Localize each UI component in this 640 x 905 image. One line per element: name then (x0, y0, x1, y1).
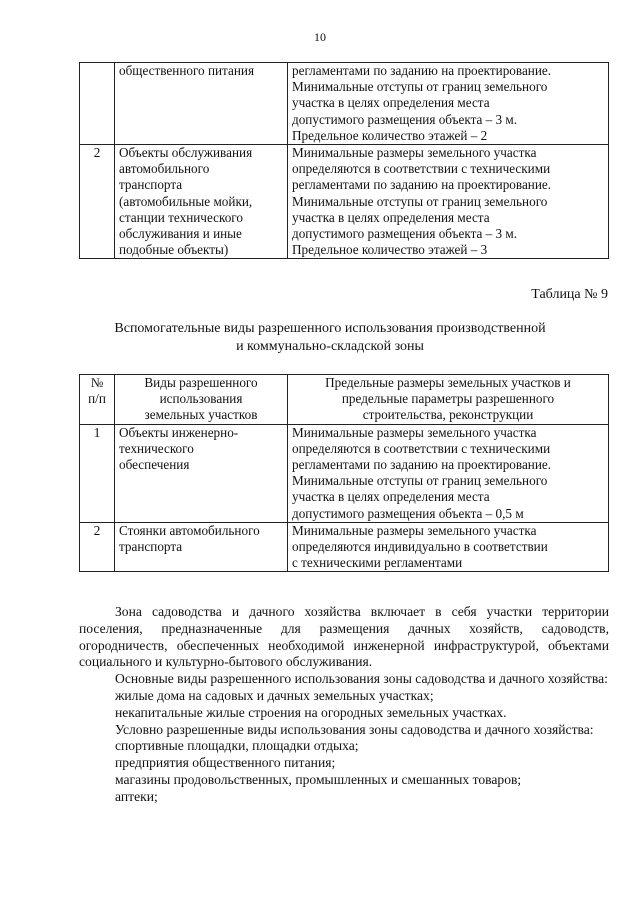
cell-line: Предельное количество этажей – 2 (292, 127, 488, 143)
cell-line: (автомобильные мойки, (119, 193, 253, 209)
table-continuation (79, 62, 609, 259)
table-row (80, 63, 609, 145)
title-line: и коммунально-складской зоны (236, 339, 424, 354)
use-kind-cell (115, 522, 288, 572)
parameters-cell (288, 63, 609, 145)
cell-line: транспорта (119, 177, 183, 193)
use-kind-cell (115, 63, 288, 145)
header-parameters (288, 375, 609, 425)
cell-line: Минимальные размеры земельного участка (292, 145, 537, 161)
paragraph-main-uses: Основные виды разрешенного использования зоны садоводства и дачного хозяйства: (115, 671, 608, 687)
list-item: предприятия общественного питания; (115, 755, 336, 771)
parameters-cell (288, 145, 609, 259)
cell-line: № (90, 375, 104, 390)
table-9 (79, 374, 609, 572)
use-kind-cell (115, 424, 288, 522)
cell-line: регламентами по заданию на проектирование. (292, 457, 552, 473)
header-number (80, 375, 115, 425)
page-number: 10 (314, 30, 326, 44)
table-caption: Таблица № 9 (531, 287, 608, 302)
list-item: некапитальные жилые строения на огородных земельных участках. (115, 704, 507, 720)
cell-line: строительства, реконструкции (362, 407, 534, 423)
list-item: жилые дома на садовых и дачных земельных участках; (115, 687, 434, 703)
cell-line: допустимого размещения объекта – 0,5 м (292, 505, 524, 521)
cell-line: определяются в соответствии с техническими (292, 161, 551, 177)
cell-line: станции технического (119, 209, 243, 225)
cell-line: подобные объекты) (119, 242, 229, 258)
list-item: магазины продовольственных, промышленных и смешанных товаров; (115, 771, 522, 787)
cell-line: Предельное количество этажей – 3 (292, 242, 488, 258)
cell-line: предельные параметры разрешенного (341, 391, 555, 407)
cell-line: регламентами по заданию на проектирование. (292, 63, 552, 78)
row-number: 2 (80, 522, 115, 572)
cell-line: технического (119, 440, 194, 456)
cell-line: участка в целях определения места (292, 95, 490, 111)
table-row (80, 522, 609, 572)
title-line: Вспомогательные виды разрешенного использования производственной (114, 321, 546, 336)
header-use-kind (115, 375, 288, 425)
cell-line: транспорта (119, 539, 183, 555)
cell-line: земельных участков (144, 407, 258, 423)
cell-line: автомобильного (119, 161, 210, 177)
list-item: аптеки; (115, 788, 158, 804)
cell-line: регламентами по заданию на проектирование. (292, 177, 552, 193)
body-text (79, 604, 609, 806)
table-title (60, 320, 600, 356)
cell-line: Виды разрешенного (144, 375, 258, 390)
cell-line: определяются в соответствии с техническими (292, 440, 551, 456)
cell-line: Минимальные отступы от границ земельного (292, 473, 548, 489)
cell-line: Предельные размеры земельных участков и (325, 375, 571, 390)
cell-line: определяются индивидуально в соответствии (292, 539, 548, 555)
use-kind-cell (115, 145, 288, 259)
cell-line: участка в целях определения места (292, 489, 490, 505)
paragraph-zone-description: Зона садоводства и дачного хозяйства включает в себя участки территории поселения, предназначенные для размещения дачных хозяйств, садоводств, огородничеств, обеспеченных необходимой инженерной инфраструктурой, объектами социального и культурно-бытового обслуживания. (79, 604, 609, 670)
cell-line: обслуживания и иные (119, 226, 242, 242)
cell-line: Объекты инженерно- (119, 424, 239, 440)
cell-line: Объекты обслуживания (119, 145, 253, 161)
list-item: спортивные площадки, площадки отдыха; (115, 738, 359, 754)
row-number (80, 63, 115, 145)
table-header-row (80, 375, 609, 425)
cell-line: Минимальные размеры земельного участка (292, 522, 537, 538)
cell-line: использования (159, 391, 243, 407)
parameters-cell (288, 522, 609, 572)
parameters-cell (288, 424, 609, 522)
table-row (80, 145, 609, 259)
cell-line: Минимальные отступы от границ земельного (292, 79, 548, 95)
row-number: 1 (80, 424, 115, 522)
cell-line: обеспечения (119, 457, 190, 473)
cell-line: участка в целях определения места (292, 209, 490, 225)
cell-line: Минимальные отступы от границ земельного (292, 193, 548, 209)
table-row (80, 424, 609, 522)
cell-line: с техническими регламентами (292, 555, 463, 571)
cell-line: общественного питания (119, 63, 255, 78)
cell-line: Стоянки автомобильного (119, 522, 260, 538)
cell-line: Минимальные размеры земельного участка (292, 424, 537, 440)
cell-line: п/п (88, 391, 106, 407)
cell-line: допустимого размещения объекта – 3 м. (292, 111, 518, 127)
row-number: 2 (80, 145, 115, 259)
paragraph-conditional-uses: Условно разрешенные виды использования зоны садоводства и дачного хозяйства: (115, 721, 594, 737)
cell-line: допустимого размещения объекта – 3 м. (292, 226, 518, 242)
